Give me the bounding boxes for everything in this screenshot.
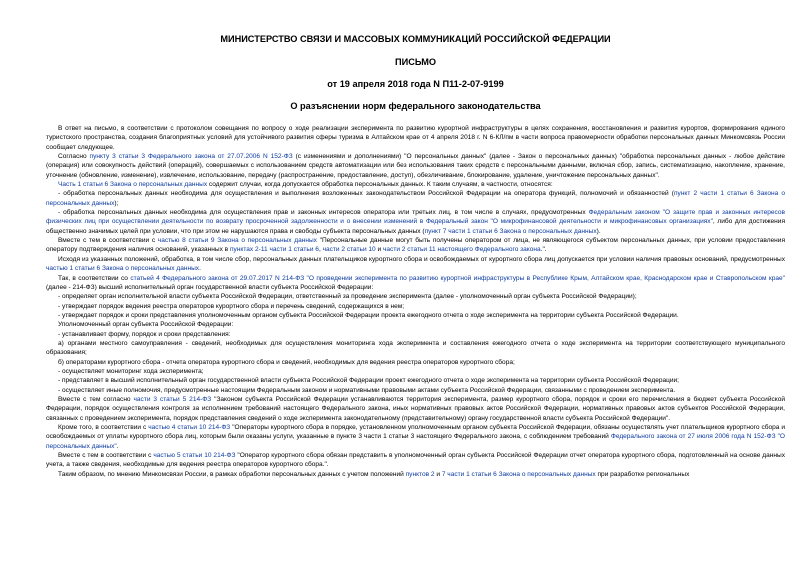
text: "Персональные данные могут быть получены оператором от лица, не являющегося субъектом персональных данных, при условии предоставления оператору подтверждения наличия оснований, указанных в <box>46 237 785 254</box>
paragraph-22 <box>46 470 785 479</box>
paragraph-18 <box>46 386 785 395</box>
law-link[interactable]: части 3 статьи 5 214-ФЗ <box>133 395 212 403</box>
law-link[interactable]: пункту 3 статьи 3 Федерального закона от 27.07.2006 N 152-ФЗ <box>89 153 293 161</box>
law-link[interactable]: частью 1 статьи 6 Закона о персональных данных <box>46 265 200 273</box>
law-link[interactable]: части 2 статьи 11 настоящего Федерального закона <box>383 246 541 254</box>
text: В ответ на письмо, в соответствии с протоколом совещания по вопросу о ходе реализации эксперимента по развитию курортной инфраструктуры в целях сохранения, восстановления и развития курортов, формирования единого туристского пространства, создания благоприятных условий для устойчивого развития сферы туризма в Алтайском крае от 4 апреля 2018 г. N 6-КЛ/пм в части вопроса правомерности обработки персональных данных Минкомсвязь России сообщает следующее. <box>46 125 785 151</box>
document-date-number: от 19 апреля 2018 года N П11-2-07-9199 <box>327 79 504 89</box>
law-link[interactable]: Федеральным законом "О защите прав и законных интересов физических лиц при осуществлении деятельности по возврату просроченной задолженности и о внесении изменений в Федеральный закон "О микрофинансовой деятельности и микрофинансовых организациях" <box>46 209 785 226</box>
law-link[interactable]: части 2 статьи 10 <box>322 246 376 254</box>
text: и <box>434 470 442 478</box>
paragraph-3 <box>46 180 785 189</box>
text: , либо для достижения общественно значимых целей при условии, что при этом не нарушаются права и свободы субъекта персональных данных ( <box>46 218 785 235</box>
paragraph-17 <box>46 376 785 385</box>
document-subject: О разъяснении норм федерального законодательства <box>290 101 541 111</box>
text: . <box>116 442 119 450</box>
text: Вместе с тем в соответствии с <box>58 237 158 245</box>
paragraph-20 <box>46 423 785 451</box>
text: Вместе с тем в соответствии с <box>58 452 154 460</box>
text: - обработка персональных данных необходима для осуществления и выполнения возложенных законодательством Российской Федерации на оператора функций, полномочий и обязанностей ( <box>58 190 674 198</box>
text: - обработка персональных данных необходима для осуществления прав и законных интересов оператора или третьих лиц, в том числе в случаях, предусмотренных <box>58 209 589 217</box>
text: (с изменениями и дополнениями) "О персональных данных" (далее - Закон о персональных данных) "обработка персональных данных - любое действие (операция) или совокупность действий (операций), совершаемых с использованием средств автоматизации или без использования таких средств с персональными данными, включая сбор, запись, систематизацию, накопление, хранение, уточнение (обновление, изменение), извлечение, использование, передачу (распространение, предоставление, доступ), обезличивание, блокирование, удаление, уничтожение персональных данных". <box>46 153 785 179</box>
text: "Законом субъекта Российской Федерации устанавливаются территория эксперимента, размер курортного сбора, порядок и сроки его перечисления в бюджет субъекта Российской Федерации, порядок осуществления контроля за исполнением требований настоящего Федерального закона, иных нормативных правовых актов Российской Федерации, нормативных правовых актов субъектов Российской Федерации, связанных с проведением эксперимента, порядок представления сведений о ходе эксперимента законодательному (представительному) органу государственной власти субъекта Российской Федерации". <box>46 395 785 422</box>
paragraph-9 <box>46 292 785 301</box>
paragraph-6 <box>46 236 785 255</box>
text: "Операторы курортного сбора в порядке, установленном уполномоченным органом субъекта Российской Федерации, обязаны осуществлять учет плательщиков курортного сбора и освобождаемых от уплаты курортного сбора лиц, которым были оказаны услуги, указанные в пункте 3 части 1 статьи 3 настоящего Федерального закона, с соблюдением требований <box>46 424 785 441</box>
law-link[interactable]: Федерального закона от 27 июля 2006 года N 152-ФЗ "О персональных данных" <box>46 433 786 450</box>
text: - осуществляет мониторинг хода эксперимента; <box>58 367 204 375</box>
text: - определяет орган исполнительной власти субъекта Российской Федерации, ответственный за проведение эксперимента (далее - уполномоченный орган субъекта Российской Федерации); <box>58 293 637 301</box>
text: - устанавливает форму, порядок и сроки представления: <box>58 330 231 338</box>
paragraph-11 <box>46 311 785 320</box>
law-link[interactable]: 7 части 1 статьи 6 Закона о персональных данных <box>441 470 596 478</box>
text: , <box>318 246 323 254</box>
text: и <box>375 246 383 254</box>
text: Исходя из указанных положений, обработка, в том числе сбор, персональных данных плательщиков курортного сбора и освобождаемых от курортного сбора лиц допускается при условии наличия правовых оснований, предусмотренных <box>58 255 785 263</box>
paragraph-19 <box>46 395 785 423</box>
paragraph-12 <box>46 320 785 329</box>
text: содержит случаи, когда допускается обработка персональных данных. К таким случаям, в частности, относятся: <box>207 181 553 189</box>
paragraph-21 <box>46 451 785 470</box>
law-link[interactable]: Часть 1 статьи 6 Закона о персональных данных <box>58 181 208 189</box>
text: а) органами местного самоуправления - сведений, необходимых для осуществления мониторинга хода эксперимента и составления ежегодного отчета о ходе эксперимента на территории соответствующего муниципального образования; <box>46 339 785 357</box>
paragraph-16 <box>46 367 785 376</box>
law-link[interactable]: частью 5 статьи 10 214-ФЗ <box>153 452 236 460</box>
paragraph-15 <box>46 358 785 367</box>
law-link[interactable]: пункт 7 части 1 статьи 6 Закона о персональных данных <box>424 227 597 235</box>
law-link[interactable]: пункт 2 части 1 статьи 6 Закона о персональных данных <box>46 190 786 207</box>
law-link[interactable]: частью 4 статьи 10 214-ФЗ <box>148 424 231 431</box>
law-link[interactable]: частью 8 статьи 9 Закона о персональных данных <box>157 237 317 245</box>
paragraph-4 <box>46 189 785 208</box>
text: . <box>199 265 201 273</box>
paragraph-1 <box>46 124 785 152</box>
text: "Оператор курортного сбора обязан представить в уполномоченный орган субъекта Российской Федерации отчет оператора курортного сбора, подготовленный на основе данных учета, а также сведения, необходимые для ведения реестра операторов курортного сбора.". <box>46 452 785 469</box>
text: Уполномоченный орган субъекта Российской Федерации: <box>58 321 234 329</box>
paragraph-13 <box>46 330 785 339</box>
issuer-title: МИНИСТЕРСТВО СВЯЗИ И МАССОВЫХ КОММУНИКАЦИЙ РОССИЙСКОЙ ФЕДЕРАЦИИ <box>220 34 611 44</box>
paragraph-10 <box>46 302 785 311</box>
text: (далее - 214-ФЗ) высший исполнительный орган государственной власти субъекта Российской Федерации: <box>46 283 374 291</box>
text: - осуществляет иные полномочия, предусмотренные настоящим Федеральным законом и нормативными правовыми актами субъекта Российской Федерации, связанными с проведением эксперимента. <box>58 386 676 394</box>
text: Вместе с тем согласно <box>58 395 134 403</box>
text: Согласно <box>58 153 90 161</box>
paragraph-14 <box>46 339 785 358</box>
paragraph-5 <box>46 208 785 236</box>
text: б) операторами курортного сбора - отчета оператора курортного сбора и сведений, необходимых для ведения реестра операторов курортного сбора; <box>58 358 515 366</box>
text: Кроме того, в соответствии с <box>58 424 149 431</box>
paragraph-7 <box>46 255 785 274</box>
paragraph-2 <box>46 152 785 180</box>
text: - представляет в высший исполнительный орган государственной власти субъекта Российской Федерации проект ежегодного отчета о ходе эксперимента на территории субъекта Российской Федерации; <box>58 377 679 385</box>
text: при разработке региональных <box>595 470 690 478</box>
text: Таким образом, по мнению Минкомсвязи России, в рамках обработки персональных данных с учетом положений <box>58 470 406 478</box>
text: Так, в соответствии со <box>58 274 131 282</box>
law-link[interactable]: пунктах 2-11 части 1 статьи 6 <box>229 246 319 254</box>
document-kind: ПИСЬМО <box>394 57 437 67</box>
text: ); <box>114 199 119 207</box>
law-link[interactable]: пунктов 2 <box>405 470 435 478</box>
text: - утверждает порядок ведения реестра операторов курортного сбора и перечень сведений, содержащихся в нем; <box>58 302 405 310</box>
paragraph-8 <box>46 274 785 293</box>
law-link[interactable]: статьей 4 Федерального закона от 29.07.2017 N 214-ФЗ "О проведении эксперимента по развитию курортной инфраструктуры в Республике Крым, Алтайском крае, Краснодарском крае и Ставропольском крае" <box>130 274 786 282</box>
text: - утверждает порядок и сроки представления уполномоченным органом субъекта Российской Федерации проекта ежегодного отчета о ходе эксперимента на территории субъекта Российской Федерации. <box>58 311 679 319</box>
text: .". <box>540 246 547 254</box>
text: ). <box>596 227 601 235</box>
